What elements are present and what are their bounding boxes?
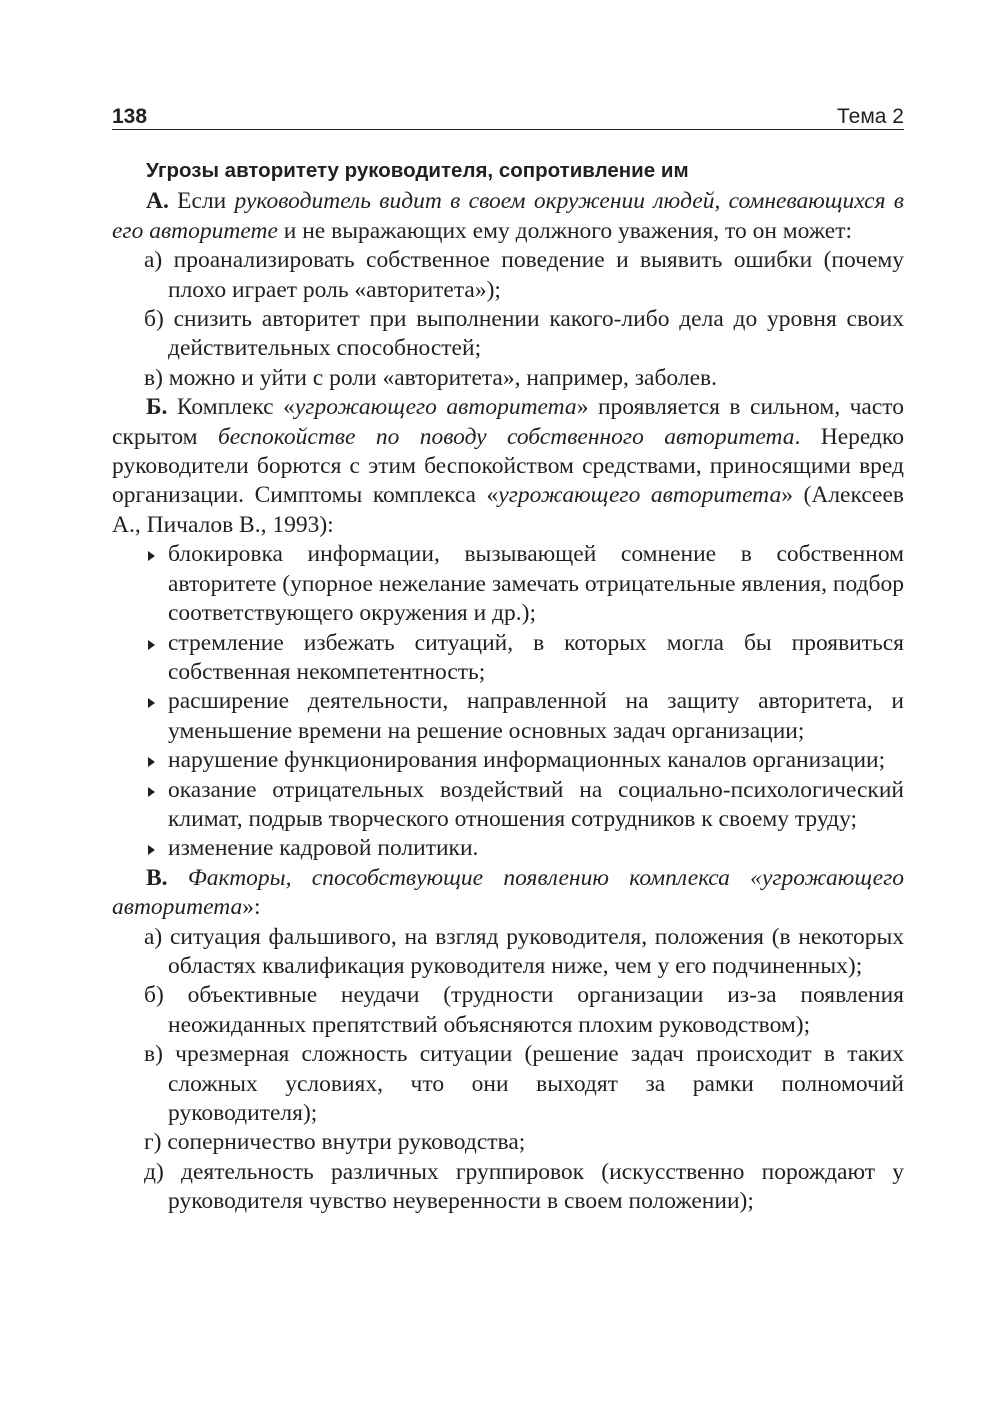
triangle-bullet-icon bbox=[148, 698, 155, 708]
list-item-v2: б) объективные неудачи (трудности организации из-за появления неожиданных препятствий объясняются плохим руководством); bbox=[144, 982, 904, 1038]
bullet-text: изменение кадровой политики. bbox=[168, 835, 479, 862]
marker-v: В. bbox=[146, 864, 168, 891]
bullet-item bbox=[112, 776, 904, 835]
para-b-text-3: . Нередко руководители борются с этим беспокойством средствами, приносящими вред организации. Симптомы комплекса « bbox=[112, 423, 904, 509]
para-a-italic: руководитель видит в своем окружении людей, сомневающихся в его авторитете bbox=[112, 188, 904, 244]
para-b-italic-1: угрожающего авторитета bbox=[294, 394, 577, 421]
page-number: 138 bbox=[112, 105, 148, 128]
page-body bbox=[112, 156, 904, 1217]
para-v-italic-1: Факторы, способствующие появлению комплекса « bbox=[167, 864, 762, 891]
para-b-italic-2: беспокойстве по поводу собственного авторитета bbox=[217, 423, 795, 450]
bullet-text: блокировка информации, вызывающей сомнение в собственном авторитете (упорное нежелание замечать отрицательные явления, подбор соответствующего окружения и др.); bbox=[168, 541, 904, 627]
bullet-item bbox=[112, 687, 904, 746]
marker-a: А. bbox=[146, 188, 169, 215]
para-b-text-1: Комплекс « bbox=[167, 394, 295, 421]
para-v-text-1: »: bbox=[242, 894, 261, 921]
bullet-item bbox=[112, 834, 904, 863]
header-rule bbox=[112, 129, 904, 130]
section-title: Угрозы авторитету руководителя, сопротивление им bbox=[146, 159, 689, 182]
bullet-item bbox=[112, 629, 904, 688]
para-v-italic-2: угрожающего авторитета bbox=[112, 864, 904, 921]
triangle-bullet-icon bbox=[148, 845, 155, 855]
bullet-text: нарушение функционирования информационных каналов организации; bbox=[168, 747, 886, 774]
triangle-bullet-icon bbox=[148, 640, 155, 650]
bullet-text: стремление избежать ситуаций, в которых могла бы проявиться собственная некомпетентность; bbox=[168, 629, 904, 685]
paragraph-v bbox=[112, 864, 904, 923]
bullet-text: оказание отрицательных воздействий на социально-психологический климат, подрыв творческого отношения сотрудников к своему труду; bbox=[168, 776, 904, 832]
list-item-a3: в) можно и уйти с роли «авторитета», например, заболев. bbox=[144, 364, 717, 391]
para-b-text-2: » проявляется в сильном, часто скрытом bbox=[112, 394, 904, 450]
para-a-text-1: Если bbox=[168, 188, 235, 215]
bullet-item bbox=[112, 540, 904, 628]
paragraph-a bbox=[112, 187, 904, 246]
para-a-text-2: и не выражающих ему должного уважения, то он может: bbox=[277, 217, 852, 244]
chapter-topic: Тема 2 bbox=[837, 105, 904, 128]
list-item-v1: а) ситуация фальшивого, на взгляд руководителя, положения (в некоторых областях квалификация руководителя ниже, чем у его подчиненных); bbox=[144, 923, 904, 979]
para-b-text-4: » (Алексеев А., Пичалов В., 1993): bbox=[112, 482, 904, 538]
list-item-a2: б) снизить авторитет при выполнении какого-либо дела до уровня своих действительных способностей; bbox=[144, 306, 904, 362]
para-b-italic-3: угрожающего авторитета bbox=[498, 482, 782, 509]
bullet-item bbox=[112, 746, 904, 775]
list-item-a1: а) проанализировать собственное поведение и выявить ошибки (почему плохо играет роль «авторитета»); bbox=[144, 247, 904, 303]
list-item-v5: д) деятельность различных группировок (искусственно порождают у руководителя чувство неуверенности в своем положении); bbox=[144, 1158, 904, 1215]
triangle-bullet-icon bbox=[148, 757, 155, 767]
running-head bbox=[112, 100, 904, 130]
list-item-v3: в) чрезмерная сложность ситуации (решение задач происходит в таких сложных условиях, что они выходят за рамки полномочий руководителя); bbox=[144, 1041, 904, 1126]
bullet-text: расширение деятельности, направленной на защиту авторитета, и уменьшение времени на решение основных задач организации; bbox=[168, 688, 904, 744]
paragraph-b bbox=[112, 393, 904, 540]
triangle-bullet-icon bbox=[148, 787, 155, 797]
marker-b: Б. bbox=[146, 394, 168, 421]
list-item-v4: г) соперничество внутри руководства; bbox=[144, 1129, 526, 1156]
triangle-bullet-icon bbox=[148, 551, 155, 561]
